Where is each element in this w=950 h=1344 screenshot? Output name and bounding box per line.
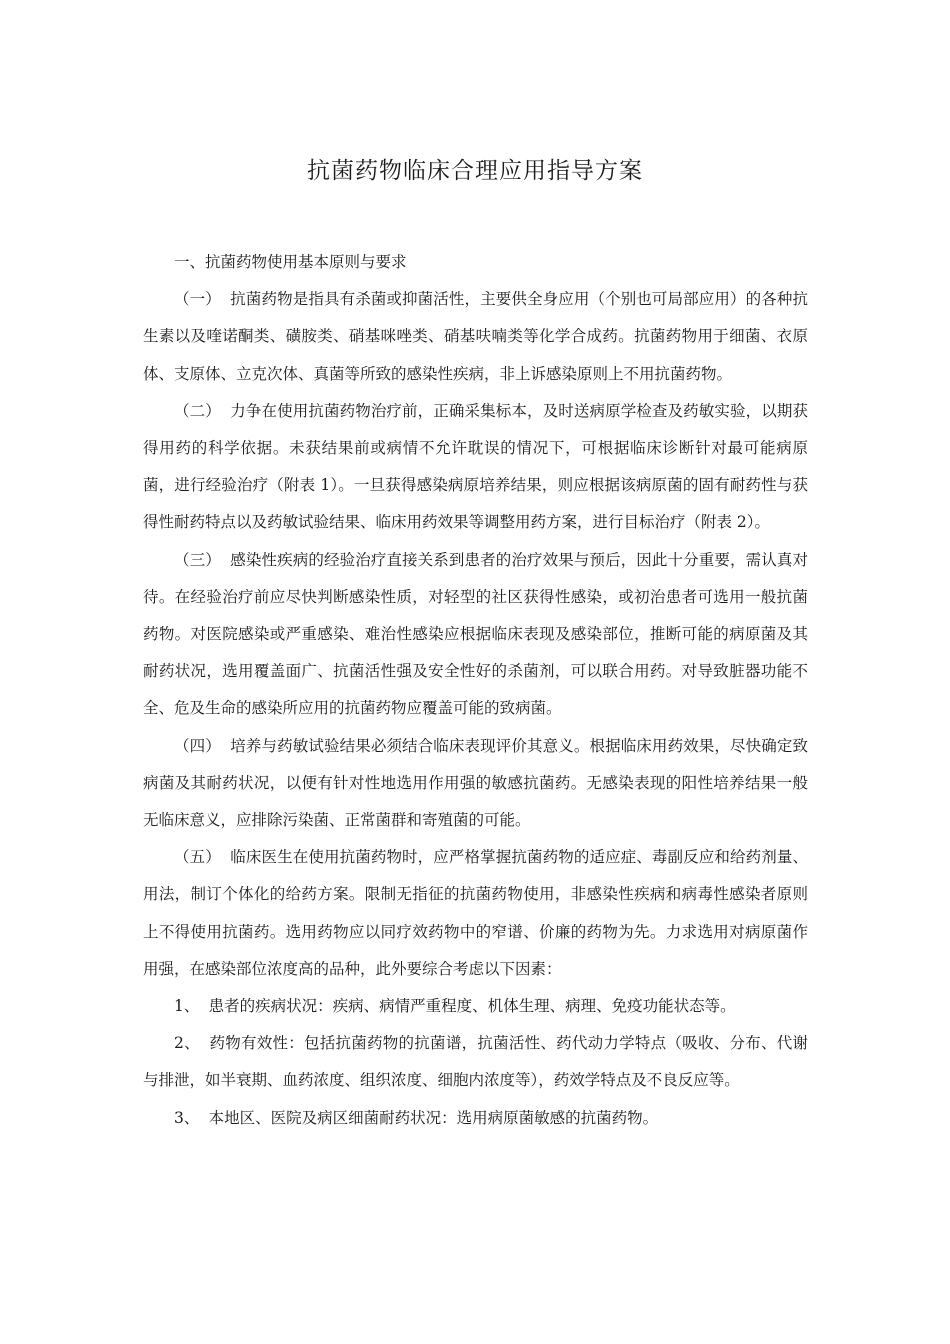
list-item-3 bbox=[143, 1100, 808, 1137]
paragraph-text: 抗菌药物是指具有杀菌或抑菌活性，主要供全身应用（个别也可局部应用）的各种抗生素以及喹诺酮类、磺胺类、硝基咪唑类、硝基呋喃类等化学合成药。抗菌药物用于细菌、衣原体、支原体、立克次体、真菌等所致的感染性疾病，非上诉感染原则上不用抗菌药物。 bbox=[143, 290, 808, 383]
paragraph-label: （一） bbox=[174, 290, 221, 309]
list-item-2 bbox=[143, 1025, 808, 1099]
paragraph-2 bbox=[143, 393, 808, 542]
document-title: 抗菌药物临床合理应用指导方案 bbox=[307, 158, 643, 184]
paragraph-label: （五） bbox=[174, 848, 221, 867]
list-item-text: 药物有效性：包括抗菌药物的抗菌谱，抗菌活性、药代动力学特点（吸收、分布、代谢与排泄，如半衰期、血药浓度、组织浓度、细胞内浓度等），药效学特点及不良反应等。 bbox=[143, 1034, 808, 1090]
paragraph-text: 临床医生在使用抗菌药物时，应严格掌握抗菌药物的适应症、毒副反应和给药剂量、用法，制订个体化的给药方案。限制无指征的抗菌药物使用，非感染性疾病和病毒性感染者原则上不得使用抗菌药。选用药物应以同疗效药物中的窄谱、价廉的药物为先。力求选用对病原菌作用强，在感染部位浓度高的品种，此外要综合考虑以下因素： bbox=[143, 848, 808, 978]
list-item-label: 3、 bbox=[174, 1108, 200, 1127]
paragraph-1 bbox=[143, 281, 808, 393]
paragraph-text: 感染性疾病的经验治疗直接关系到患者的治疗效果与预后，因此十分重要，需认真对待。在经验治疗前应尽快判断感染性质，对轻型的社区获得性感染，或初治患者可选用一般抗菌药物。对医院感染或严重感染、难治性感染应根据临床表现及感染部位，推断可能的病原菌及其耐药状况，选用覆盖面广、抗菌活性强及安全性好的杀菌剂，可以联合用药。对导致脏器功能不全、危及生命的感染所应用的抗菌药物应覆盖可能的致病菌。 bbox=[143, 550, 808, 718]
list-item-label: 2、 bbox=[174, 1034, 200, 1053]
paragraph-4 bbox=[143, 728, 808, 840]
list-item-text: 本地区、医院及病区细菌耐药状况：选用病原菌敏感的抗菌药物。 bbox=[208, 1108, 659, 1127]
paragraph-5 bbox=[143, 839, 808, 988]
paragraph-label: （四） bbox=[174, 736, 221, 755]
section-heading: 一、抗菌药物使用基本原则与要求 bbox=[174, 253, 407, 271]
paragraph-label: （二） bbox=[174, 401, 221, 420]
paragraph-text: 力争在使用抗菌药物治疗前，正确采集标本，及时送病原学检查及药敏实验，以期获得用药的科学依据。未获结果前或病情不允许耽误的情况下，可根据临床诊断针对最可能病原菌，进行经验治疗（附表 1）。一旦获得感染病原培养结果，则应根据该病原菌的固有耐药性与获得性耐药特点以及药敏试验结果、临床用药效果等调整用药方案，进行目标治疗（附表 2）。 bbox=[143, 401, 808, 532]
list-item-text: 患者的疾病状况：疾病、病情严重程度、机体生理、病理、免疫功能状态等。 bbox=[208, 997, 736, 1016]
document-body bbox=[143, 244, 808, 1137]
list-item-label: 1、 bbox=[174, 997, 200, 1016]
paragraph-3 bbox=[143, 542, 808, 728]
paragraph-label: （三） bbox=[174, 550, 221, 569]
list-item-1 bbox=[143, 988, 808, 1025]
paragraph-text: 培养与药敏试验结果必须结合临床表现评价其意义。根据临床用药效果，尽快确定致病菌及其耐药状况，以便有针对性地选用作用强的敏感抗菌药。无感染表现的阳性培养结果一般无临床意义，应排除污染菌、正常菌群和寄殖菌的可能。 bbox=[143, 736, 808, 830]
